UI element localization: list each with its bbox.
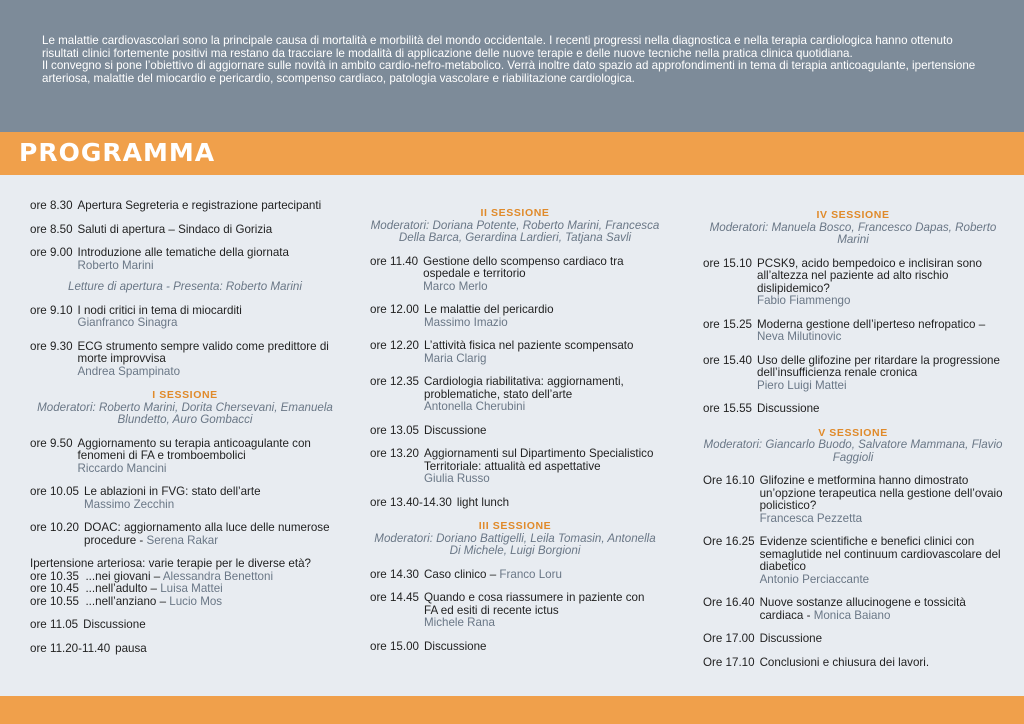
item-speaker: Maria Clarig	[424, 351, 487, 365]
session-2-moderators: Moderatori: Doriana Potente, Roberto Marini, Francesca Della Barca, Gerardina Lardieri, Tatjana Savli	[370, 218, 660, 244]
item-title: Discussione	[424, 639, 487, 653]
item-title: Aggiornamenti sul Dipartimento Specialistico Territoriale: attualità ed aspettative	[424, 447, 654, 473]
item-time: ore 9.10	[30, 303, 73, 317]
schedule-item	[370, 569, 660, 582]
intro-paragraph-1: Le malattie cardiovascolari sono la principale causa di mortalità e morbilità del mondo occidentale. I recenti progressi nella diagnostica e nella terapia cardiologica hanno ottenuto risultati clinici fortemente positivi ma restano da tracciare le modalità di applicazione delle nuove terapie e delle nuove tecniche nella pratica clinica quotidiana.	[42, 34, 953, 60]
item-title: Gestione dello scompenso cardiaco tra ospedale e territorio	[423, 254, 624, 280]
item-time: ore 10.20	[30, 521, 79, 534]
item-title: Introduzione alle tematiche della giornata	[77, 246, 289, 259]
item-time: ore 9.30	[30, 339, 73, 353]
item-title: Quando e cosa riassumere in paziente con FA ed esiti di recente ictus	[424, 591, 645, 617]
item-title: ECG strumento sempre valido come predittore di morte improvvisa	[77, 339, 329, 365]
schedule-item	[30, 438, 340, 476]
programma-banner	[0, 132, 1024, 175]
item-title: Cardiologia riabilitativa: aggiornamenti, problematiche, stato dell’arte	[424, 375, 624, 401]
item-title: Apertura Segreteria e registrazione partecipanti	[77, 199, 322, 212]
session-3-moderators: Moderatori: Doriano Battigelli, Leila Tomasin, Antonella Di Michele, Luigi Borgioni	[374, 531, 656, 557]
session-1-title: I SESSIONE	[152, 389, 218, 401]
item-time: ore 15.00	[370, 639, 419, 653]
item-title: light lunch	[456, 495, 510, 509]
item-title: Nuove sostanze allucinogene e tossicità cardiaca -	[759, 596, 966, 622]
letture-subtitle: Letture di apertura - Presenta: Roberto Marini	[68, 280, 302, 293]
bottom-bar	[0, 696, 1024, 724]
item-time: ore 11.05	[30, 618, 79, 631]
item-time: ore 11.20-11.40	[30, 641, 111, 655]
item-time: ore 10.35	[30, 569, 79, 583]
item-speaker: Franco Loru	[499, 567, 562, 581]
session-2-title: II SESSIONE	[480, 207, 550, 219]
item-speaker: Riccardo Mancini	[77, 461, 167, 475]
schedule-item	[30, 486, 340, 511]
item-speaker: Luisa Mattei	[160, 582, 223, 595]
item-title: ...nell’adulto –	[85, 582, 157, 595]
item-speaker: Marco Merlo	[423, 279, 488, 293]
session-3-title: III SESSIONE	[478, 520, 552, 532]
ipertensione-row	[30, 596, 340, 609]
item-time: ore 13.40-14.30	[370, 495, 452, 509]
item-title: DOAC: aggiornamento alla luce delle numerose procedure -	[84, 521, 330, 547]
schedule-item	[30, 247, 340, 272]
item-title: Moderna gestione dell’iperteso nefropatico –	[757, 317, 986, 331]
ipertensione-heading: Ipertensione arteriosa: varie terapie per le diverse età?	[30, 557, 311, 570]
schedule-item	[370, 448, 660, 486]
item-time: ore 15.40	[703, 353, 752, 367]
item-speaker: Francesca Pezzetta	[759, 511, 863, 525]
item-title: Uso delle glifozine per ritardare la progressione dell’insufficienza renale cronica	[757, 353, 1000, 379]
schedule-item	[30, 341, 340, 379]
item-speaker: Massimo Imazio	[424, 315, 508, 329]
item-speaker: Lucio Mos	[169, 594, 223, 608]
item-title: Le ablazioni in FVG: stato dell’arte	[84, 485, 261, 498]
item-title: I nodi critici in tema di miocarditi	[77, 303, 242, 317]
schedule-item	[370, 304, 660, 329]
item-title: Discussione	[757, 402, 820, 415]
intro-paragraph-2: Il convegno si pone l’obiettivo di aggiornare sulle novità in ambito cardio-nefro-metabolico. Verrà inoltre dato spazio ad approfondimenti in tema di terapia anticoagulante, ipertensione arteriosa, malattie del miocardio e pericardio, scompenso cardiaco, patologia vascolare e riabilitazione cardiologica.	[42, 59, 976, 85]
item-speaker: Antonio Perciaccante	[759, 572, 870, 586]
item-time: ore 8.30	[30, 199, 73, 212]
item-title: Aggiornamento su terapia anticoagulante con fenomeni di FA e tromboembolici	[77, 436, 311, 462]
item-time: ore 13.20	[370, 447, 419, 460]
item-title: Conclusioni e chiusura dei lavori.	[759, 655, 930, 669]
schedule-item	[370, 340, 660, 365]
schedule-item	[703, 536, 1003, 586]
schedule-item	[370, 497, 660, 510]
item-speaker: Massimo Zecchin	[84, 497, 175, 511]
intro-section	[0, 0, 1024, 132]
item-time: ore 10.45	[30, 582, 79, 595]
item-time: ore 9.00	[30, 246, 73, 259]
item-speaker: Giulia Russo	[424, 472, 490, 485]
item-title: Caso clinico –	[424, 567, 497, 581]
item-time: Ore 16.25	[703, 535, 755, 548]
item-title: L’attività fisica nel paziente scompensato	[424, 339, 634, 352]
banner-title: PROGRAMMA	[19, 138, 216, 167]
item-title: Glifozine e metformina hanno dimostrato un’opzione terapeutica nella gestione dell’ovaio policistico?	[759, 474, 1003, 512]
item-speaker: Antonella Cherubini	[424, 400, 526, 413]
item-speaker: Alessandra Benettoni	[162, 569, 274, 583]
item-title: Discussione	[83, 618, 146, 631]
item-time: Ore 16.10	[703, 474, 755, 487]
schedule-item	[30, 522, 340, 547]
program-column-1	[30, 200, 340, 666]
ipertensione-block	[30, 558, 340, 608]
schedule-item	[703, 355, 1003, 393]
item-time: ore 12.20	[370, 339, 419, 352]
item-speaker: Roberto Marini	[77, 258, 154, 272]
item-time: Ore 16.40	[703, 596, 755, 609]
item-speaker: Michele Rana	[424, 616, 495, 629]
session-4-title: IV SESSIONE	[816, 209, 890, 221]
item-speaker: Gianfranco Sinagra	[77, 316, 178, 329]
schedule-item	[370, 641, 660, 654]
item-time: ore 13.05	[370, 423, 419, 437]
item-time: ore 14.30	[370, 567, 419, 581]
schedule-item	[370, 592, 660, 630]
item-speaker: Piero Luigi Mattei	[757, 378, 847, 392]
item-title: pausa	[115, 641, 147, 655]
item-time: ore 12.00	[370, 303, 419, 316]
item-speaker: Serena Rakar	[146, 533, 219, 547]
item-time: ore 10.55	[30, 594, 79, 608]
session-5-moderators: Moderatori: Giancarlo Buodo, Salvatore Mammana, Flavio Faggioli	[703, 438, 1003, 464]
schedule-item	[703, 657, 1003, 670]
item-title: Evidenze scientifiche e benefici clinici con semaglutide nel continuum cardiovascolare del diabetico	[759, 535, 1001, 573]
schedule-item	[370, 256, 660, 294]
item-time: ore 12.35	[370, 375, 419, 388]
schedule-item	[703, 597, 1003, 622]
item-title: ...nei giovani –	[85, 569, 161, 583]
item-time: ore 15.10	[703, 256, 752, 270]
item-time: Ore 17.10	[703, 655, 755, 669]
item-speaker: Andrea Spampinato	[77, 364, 181, 378]
item-title: ...nell’anziano –	[85, 594, 167, 608]
schedule-item	[703, 258, 1003, 308]
schedule-item	[370, 425, 660, 438]
schedule-item	[30, 224, 340, 237]
schedule-item	[30, 619, 340, 632]
program-column-3	[703, 209, 1003, 680]
item-time: ore 14.45	[370, 591, 419, 604]
item-title: Saluti di apertura – Sindaco di Gorizia	[77, 222, 273, 236]
schedule-item	[370, 376, 660, 414]
session-4-moderators: Moderatori: Manuela Bosco, Francesco Dapas, Roberto Marini	[709, 220, 997, 246]
item-time: ore 11.40	[370, 254, 419, 268]
item-speaker: Neva Milutinovic	[757, 330, 842, 343]
item-speaker: Monica Baiano	[813, 608, 891, 622]
schedule-item	[30, 200, 340, 213]
item-title: Discussione	[759, 632, 823, 645]
item-time: ore 10.05	[30, 485, 79, 498]
session-1-moderators: Moderatori: Roberto Marini, Dorita Chersevani, Emanuela Blundetto, Auro Gombacci	[37, 400, 333, 426]
program-column-2	[370, 207, 660, 664]
item-time: ore 15.25	[703, 317, 752, 331]
item-title: Discussione	[424, 423, 487, 437]
item-time: ore 8.50	[30, 222, 73, 236]
item-time: Ore 17.00	[703, 632, 755, 645]
schedule-item	[703, 475, 1003, 525]
schedule-item	[703, 403, 1003, 416]
item-speaker: Fabio Fiammengo	[757, 294, 851, 307]
item-time: ore 15.55	[703, 402, 752, 415]
schedule-item	[703, 319, 1003, 344]
item-time: ore 9.50	[30, 436, 73, 450]
schedule-item	[30, 643, 340, 656]
schedule-item	[703, 633, 1003, 646]
item-title: PCSK9, acido bempedoico e inclisiran sono all’altezza nel paziente ad alto rischio dislipidemico?	[757, 256, 982, 295]
schedule-item	[30, 305, 340, 330]
session-5-title: V SESSIONE	[818, 426, 888, 439]
item-title: Le malattie del pericardio	[424, 303, 554, 316]
